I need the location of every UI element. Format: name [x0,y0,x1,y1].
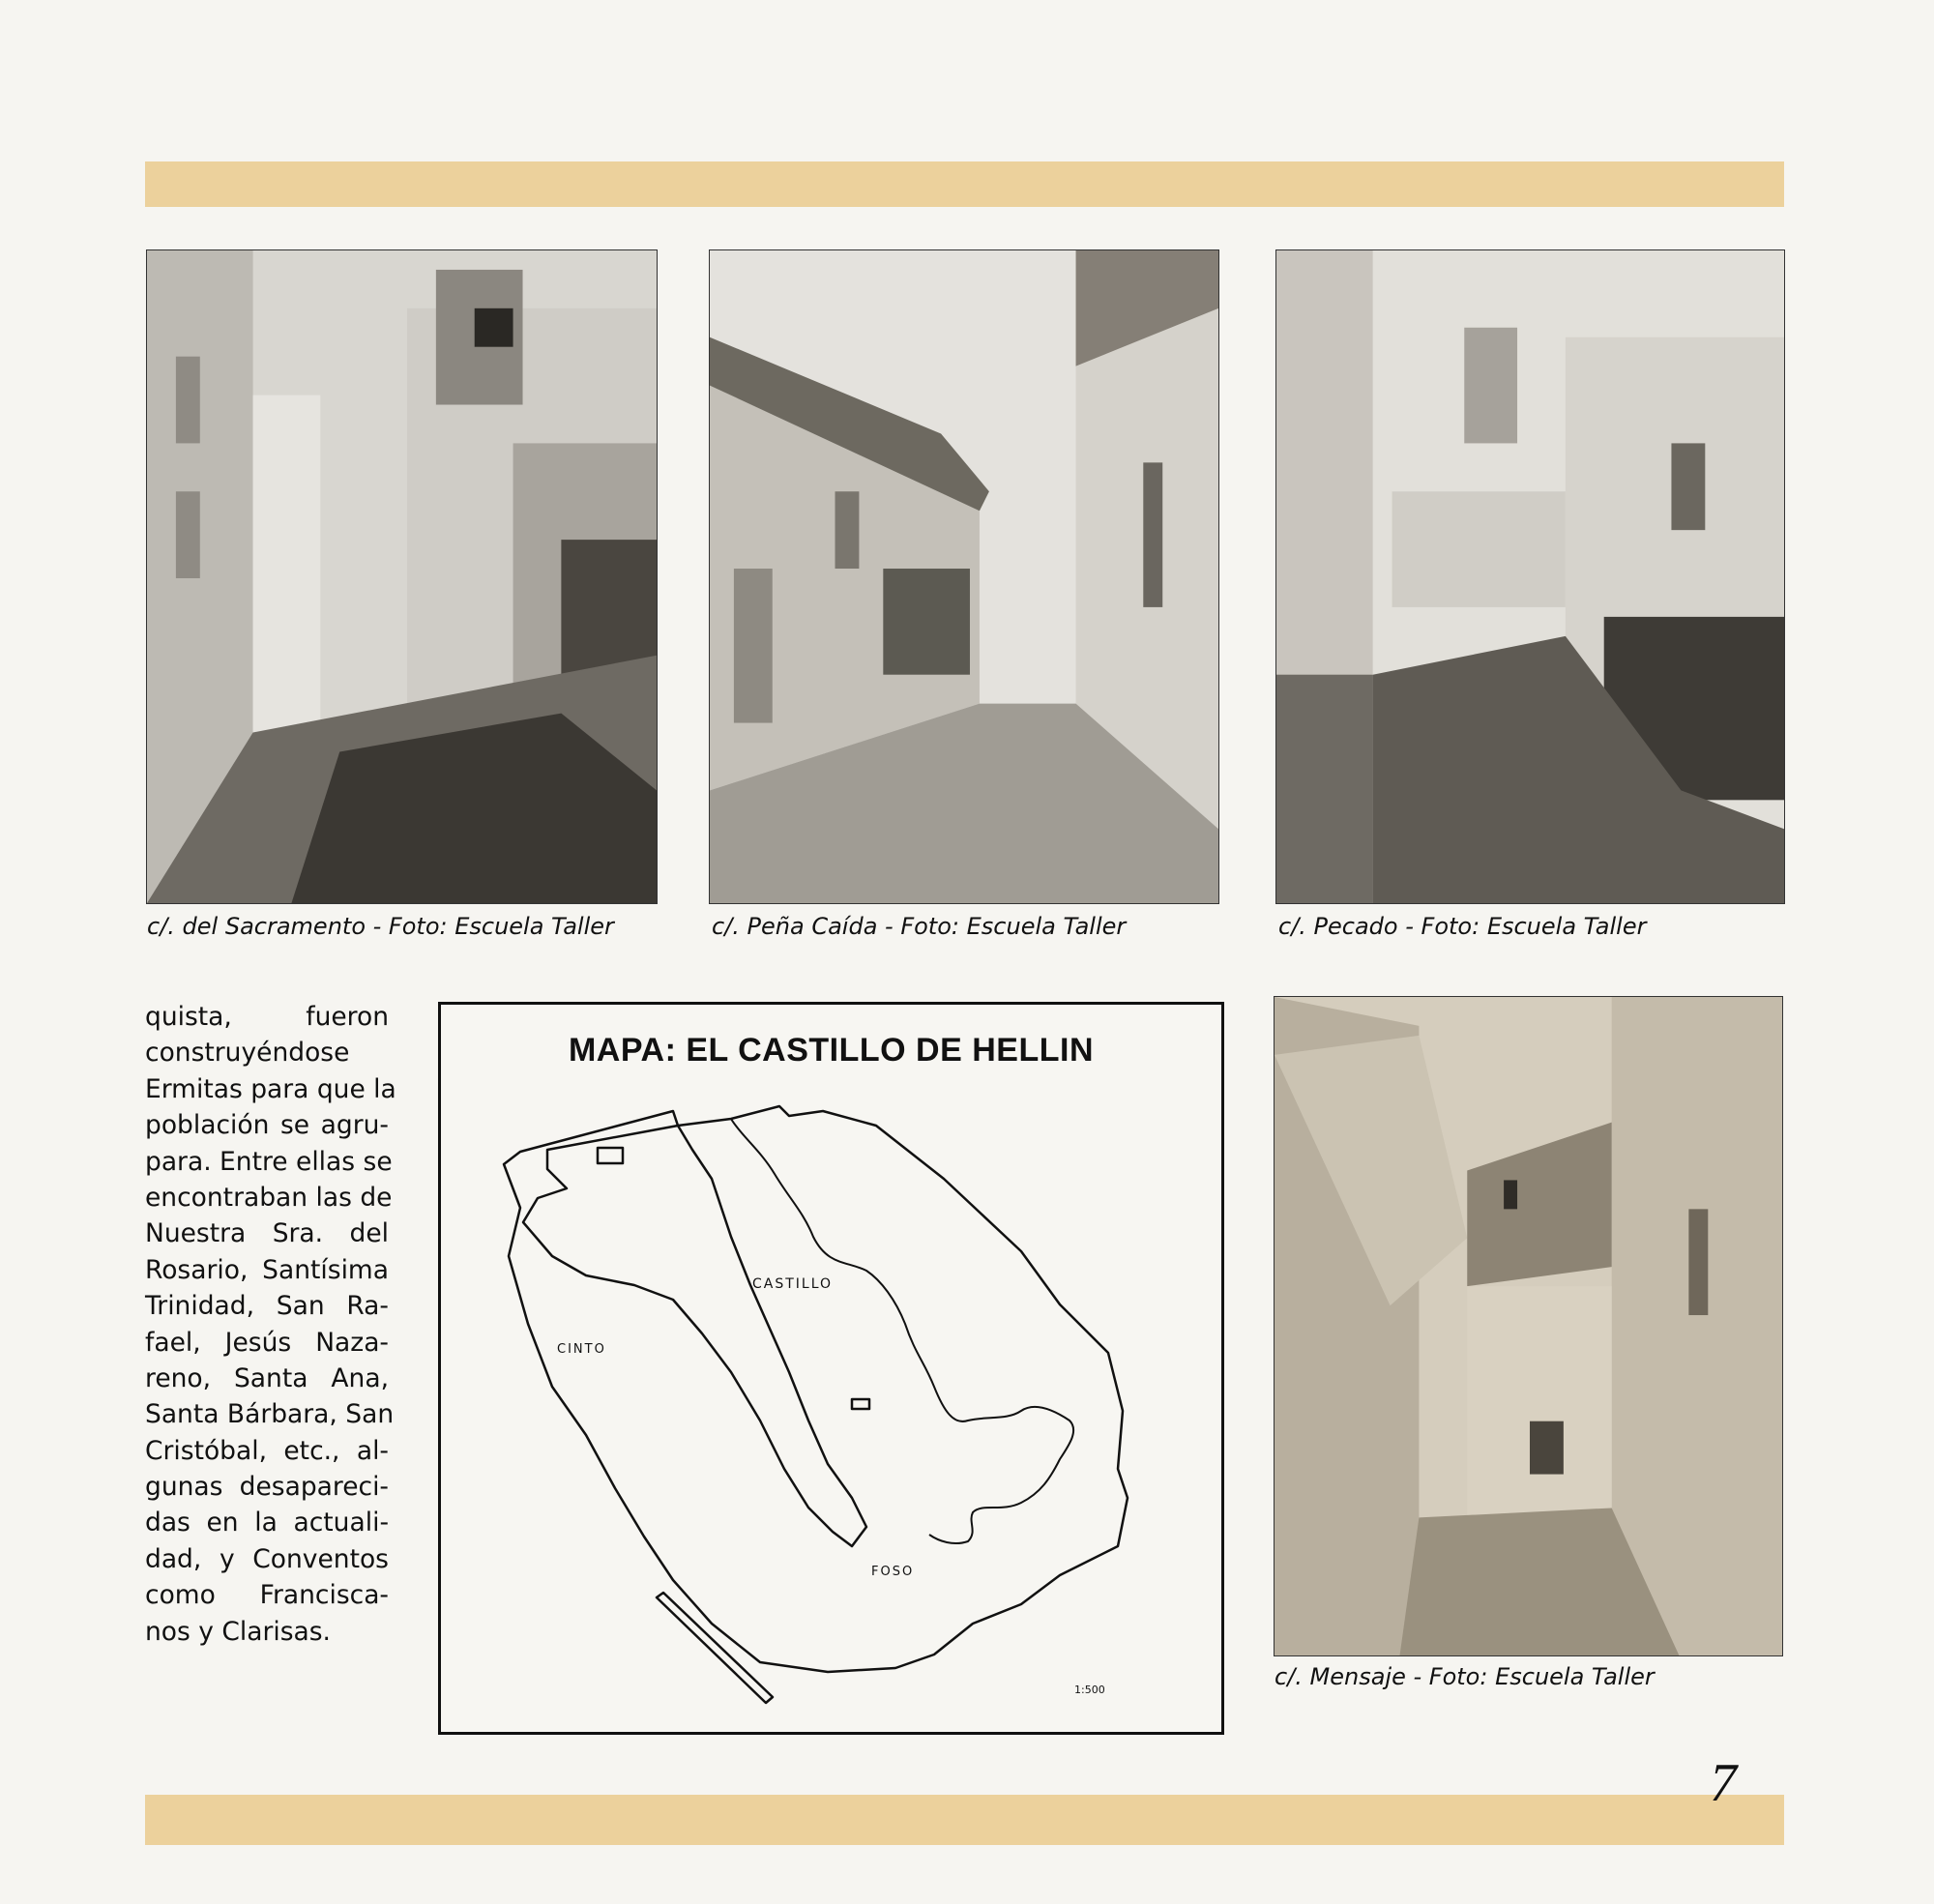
photo-calle-pena-caida [709,249,1219,904]
top-decorative-band [145,161,1784,207]
map-tower-mark [598,1148,623,1163]
body-text-line: Rosario, Santísima [145,1254,389,1285]
castillo-rough-border [731,1119,1073,1543]
photo-calle-mensaje [1274,996,1783,1656]
map-label-foso: FOSO [871,1565,915,1579]
body-text-line: población se agru- [145,1110,389,1141]
photo-calle-sacramento [146,249,658,904]
body-text-line: para. Entre ellas se [145,1146,393,1177]
body-text-line: das en la actuali- [145,1508,389,1538]
outer-wall-outline [504,1106,1128,1672]
photo-calle-pecado [1275,249,1785,904]
page-number: 7 [1710,1753,1737,1813]
map-label-cinto: CINTO [557,1342,606,1357]
map-label-scale: 1:500 [1074,1684,1105,1696]
body-text-line: construyéndose [145,1038,350,1069]
caption-photo-4: c/. Mensaje - Foto: Escuela Taller [1275,1663,1655,1690]
caption-photo-3: c/. Pecado - Foto: Escuela Taller [1278,913,1647,940]
body-text-line: gunas desapareci- [145,1472,389,1503]
body-text-line: Trinidad, San Ra- [145,1291,389,1322]
caption-photo-1: c/. del Sacramento - Foto: Escuela Taller [147,913,614,940]
map-gate-mark [852,1399,869,1409]
body-text-column [145,999,396,1650]
castle-map-box [438,1002,1224,1735]
body-text-line: quista, fueron [145,1002,389,1032]
castle-map-drawing [441,1005,1224,1735]
body-text-line: encontraban las de [145,1182,393,1213]
body-text-line: nos y Clarisas. [145,1616,331,1647]
body-text-line: Nuestra Sra. del [145,1218,389,1249]
map-label-castillo: CASTILLO [752,1276,834,1292]
foso-outline [657,1593,773,1703]
body-text-line: fael, Jesús Naza- [145,1327,389,1358]
body-text-line: como Francisca- [145,1580,389,1611]
map-title: MAPA: EL CASTILLO DE HELLIN [568,1032,1094,1069]
inner-castle-outline [523,1126,866,1546]
caption-photo-2: c/. Peña Caída - Foto: Escuela Taller [712,913,1127,940]
body-text-line: Santa Bárbara, San [145,1399,395,1430]
bottom-decorative-band [145,1795,1784,1845]
body-text-line: reno, Santa Ana, [145,1362,389,1393]
body-text-line: Ermitas para que la [145,1073,396,1104]
body-text-line: Cristóbal, etc., al- [145,1435,389,1466]
body-text-line: dad, y Conventos [145,1543,389,1574]
